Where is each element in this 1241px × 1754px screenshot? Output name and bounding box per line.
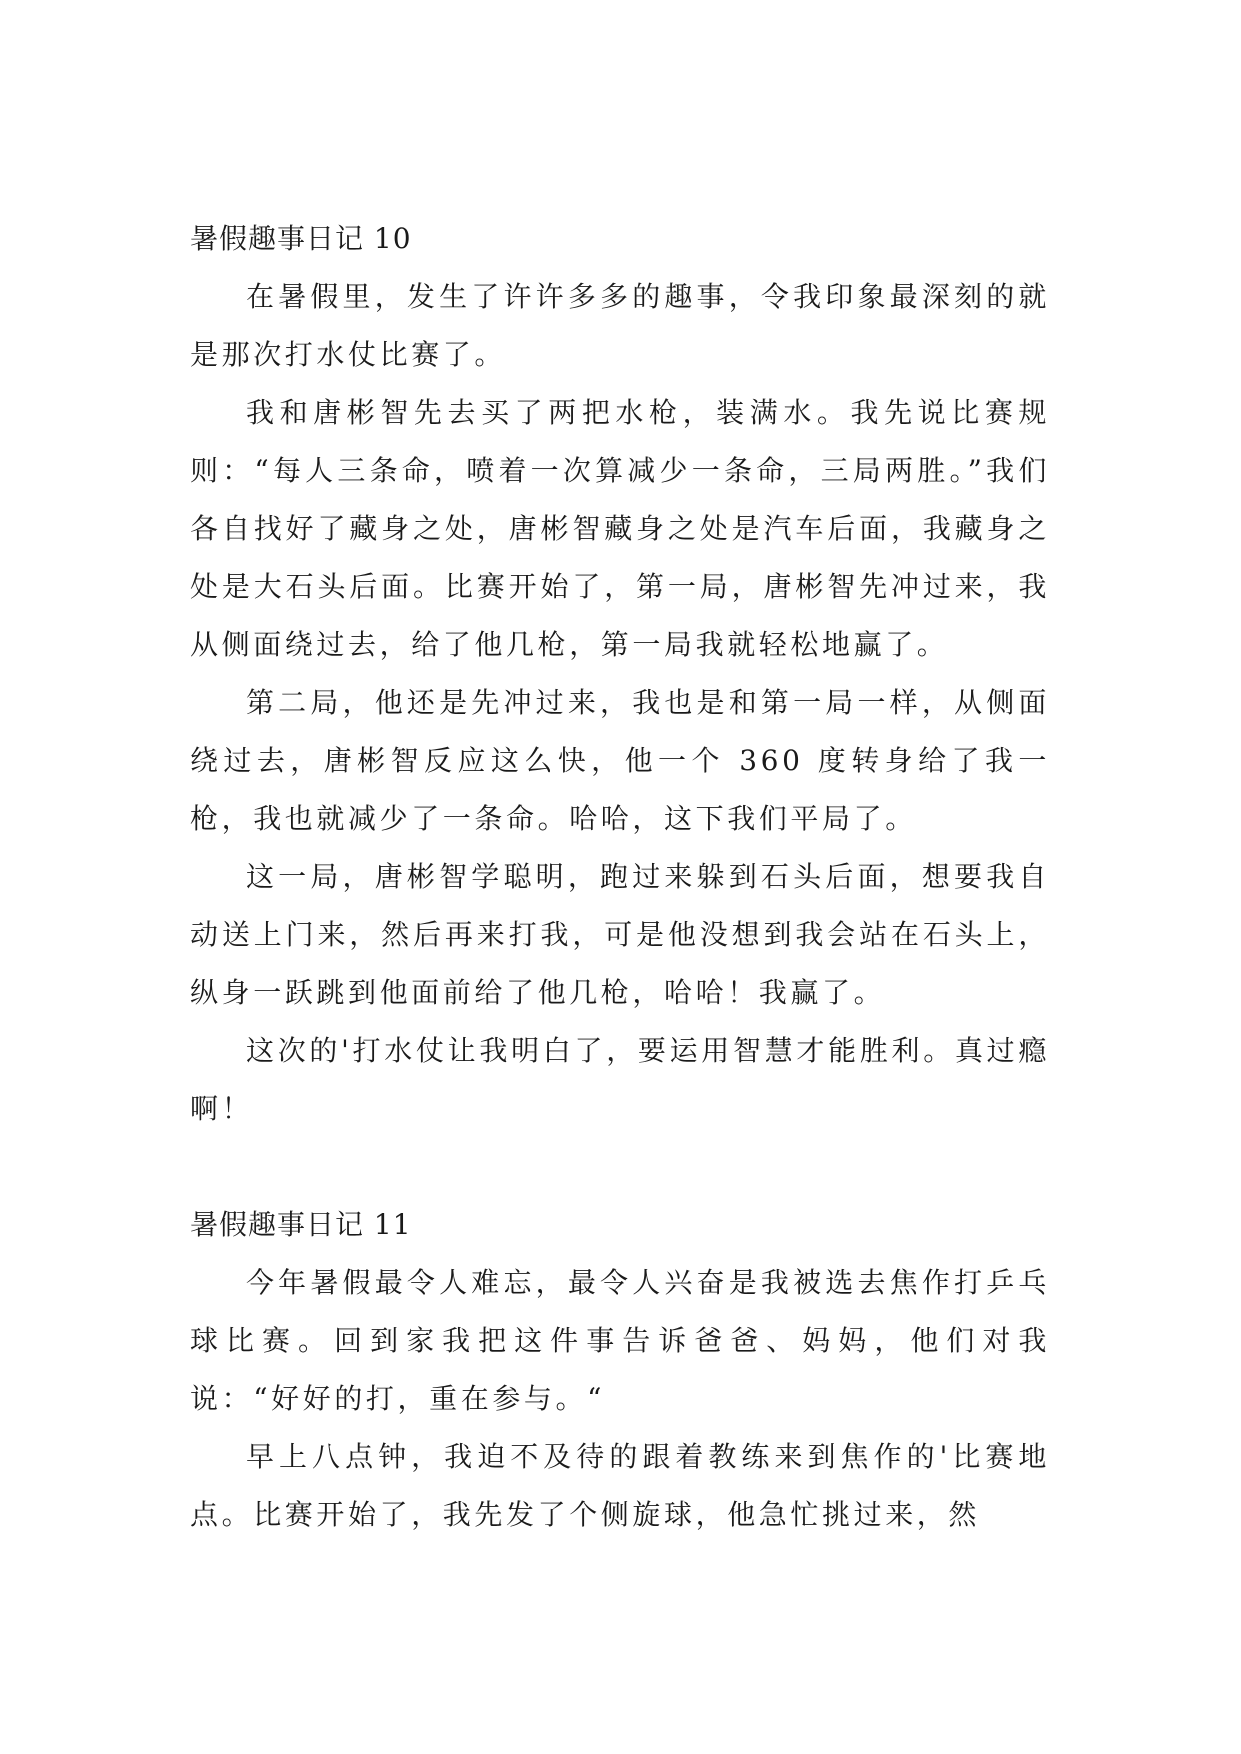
paragraph: 这次的'打水仗让我明白了，要运用智慧才能胜利。真过瘾啊！ [190, 1034, 1050, 1125]
paragraph: 这一局，唐彬智学聪明，跑过来躲到石头后面，想要我自动送上门来，然后再来打我，可是他没想到我会站在石头上，纵身一跃跳到他面前给了他几枪，哈哈！我赢了。 [190, 860, 1050, 1009]
diary-entry-11 [190, 1196, 1050, 1544]
paragraph: 我和唐彬智先去买了两把水枪，装满水。我先说比赛规则：“每人三条命，喷着一次算减少一条命，三局两胜。”我们各自找好了藏身之处，唐彬智藏身之处是汽车后面，我藏身之处是大石头后面。比赛开始了，第一局，唐彬智先冲过来，我从侧面绕过去，给了他几枪，第一局我就轻松地赢了。 [190, 396, 1050, 661]
diary-entry-10 [190, 210, 1050, 1138]
paragraph: 在暑假里，发生了许许多多的趣事，令我印象最深刻的就是那次打水仗比赛了。 [190, 280, 1050, 371]
diary-title: 暑假趣事日记 10 [190, 222, 412, 255]
paragraph: 第二局，他还是先冲过来，我也是和第一局一样，从侧面绕过去，唐彬智反应这么快，他一个 360 度转身给了我一枪，我也就减少了一条命。哈哈，这下我们平局了。 [190, 686, 1050, 835]
paragraph: 今年暑假最令人难忘，最令人兴奋是我被选去焦作打乒乓球比赛。回到家我把这件事告诉爸爸、妈妈，他们对我说：“好好的打，重在参与。“ [190, 1266, 1050, 1415]
paragraph: 早上八点钟，我迫不及待的跟着教练来到焦作的'比赛地点。比赛开始了，我先发了个侧旋球，他急忙挑过来，然 [190, 1440, 1050, 1531]
document-body [190, 210, 1050, 1544]
diary-title: 暑假趣事日记 11 [190, 1208, 412, 1241]
